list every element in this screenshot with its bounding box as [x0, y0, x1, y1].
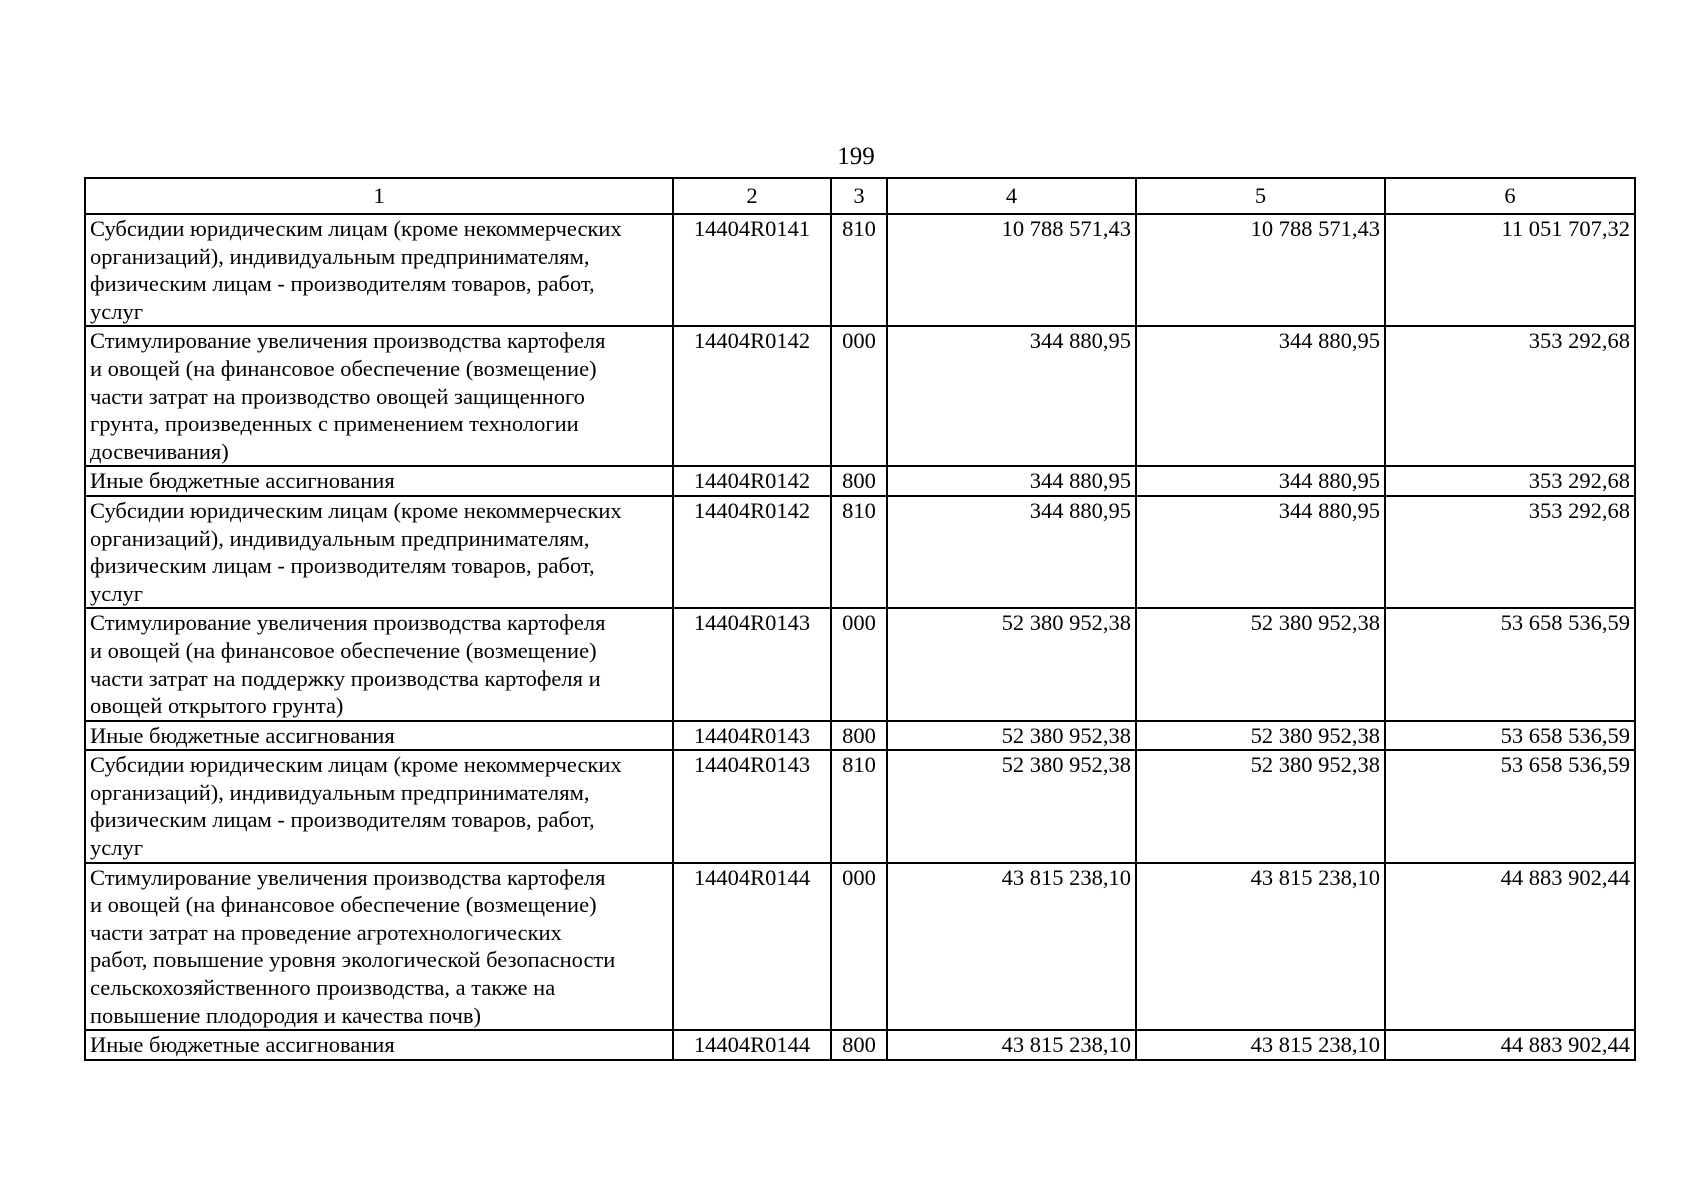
row-name: [85, 1030, 673, 1060]
row-amount-5: 43 815 238,10: [1136, 863, 1385, 1031]
row-name-line: организаций), индивидуальным предпринимателям,: [90, 525, 590, 551]
row-amount-5: 52 380 952,38: [1136, 608, 1385, 720]
row-amount-6: 44 883 902,44: [1385, 863, 1635, 1031]
row-name-line: овощей открытого грунта): [90, 693, 344, 719]
row-name-line: Субсидии юридическим лицам (кроме некоммерческих: [90, 216, 622, 241]
row-expense-type: 800: [831, 1030, 887, 1060]
row-code: 14404R0143: [673, 750, 831, 862]
row-name-line: организаций), индивидуальным предпринимателям,: [90, 243, 590, 269]
row-name: [85, 326, 673, 466]
row-amount-4: 43 815 238,10: [887, 863, 1136, 1031]
row-name: [85, 750, 673, 862]
row-code: 14404R0142: [673, 326, 831, 466]
row-expense-type: 810: [831, 750, 887, 862]
row-code: 14404R0144: [673, 863, 831, 1031]
row-name: [85, 466, 673, 496]
table-row: [85, 326, 1635, 466]
row-amount-5: 52 380 952,38: [1136, 721, 1385, 751]
header-cell-1: 1: [85, 178, 673, 214]
row-name-line: физическим лицам - производителям товаров, работ,: [90, 807, 595, 833]
header-cell-2: 2: [673, 178, 831, 214]
row-amount-5: 344 880,95: [1136, 496, 1385, 608]
row-name-line: части затрат на поддержку производства картофеля и: [90, 665, 601, 691]
row-expense-type: 000: [831, 608, 887, 720]
row-name-line: досвечивания): [90, 438, 229, 464]
row-name-line: физическим лицам - производителям товаров, работ,: [90, 271, 595, 297]
row-amount-4: 52 380 952,38: [887, 721, 1136, 751]
row-amount-6: 353 292,68: [1385, 326, 1635, 466]
budget-table: [84, 177, 1636, 1061]
row-name-line: Стимулирование увеличения производства картофеля: [90, 328, 606, 354]
row-code: 14404R0141: [673, 214, 831, 326]
row-name-line: Иные бюджетные ассигнования: [90, 468, 395, 494]
row-amount-6: 53 658 536,59: [1385, 608, 1635, 720]
row-amount-6: 44 883 902,44: [1385, 1030, 1635, 1060]
row-amount-5: 52 380 952,38: [1136, 750, 1385, 862]
table-row: [85, 721, 1635, 751]
row-name-line: Субсидии юридическим лицам (кроме некоммерческих: [90, 497, 622, 523]
row-expense-type: 800: [831, 466, 887, 496]
row-name: [85, 721, 673, 751]
row-code: 14404R0144: [673, 1030, 831, 1060]
table-row: [85, 608, 1635, 720]
row-name-line: сельскохозяйственного производства, а также на: [90, 975, 556, 1001]
row-name-line: услуг: [90, 580, 143, 606]
header-cell-6: 6: [1385, 178, 1635, 214]
row-code: 14404R0143: [673, 608, 831, 720]
row-name-line: Стимулирование увеличения производства картофеля: [90, 864, 606, 890]
row-amount-4: 43 815 238,10: [887, 1030, 1136, 1060]
row-code: 14404R0142: [673, 496, 831, 608]
row-name: [85, 496, 673, 608]
row-name: [85, 863, 673, 1031]
row-name-line: услуг: [90, 298, 143, 324]
row-name-line: Иные бюджетные ассигнования: [90, 722, 395, 748]
row-code: 14404R0143: [673, 721, 831, 751]
header-cell-4: 4: [887, 178, 1136, 214]
row-name-line: работ, повышение уровня экологической безопасности: [90, 947, 616, 973]
row-name: [85, 608, 673, 720]
table-row: [85, 466, 1635, 496]
table-row: [85, 214, 1635, 326]
row-amount-6: 353 292,68: [1385, 466, 1635, 496]
row-amount-4: 10 788 571,43: [887, 214, 1136, 326]
row-amount-4: 344 880,95: [887, 466, 1136, 496]
row-name-line: Стимулирование увеличения производства картофеля: [90, 610, 606, 636]
row-name: [85, 214, 673, 326]
row-expense-type: 000: [831, 326, 887, 466]
row-name-line: и овощей (на финансовое обеспечение (возмещение): [90, 892, 597, 918]
row-amount-6: 53 658 536,59: [1385, 721, 1635, 751]
table-body: [85, 214, 1635, 1060]
row-amount-6: 53 658 536,59: [1385, 750, 1635, 862]
row-name-line: части затрат на производство овощей защищенного: [90, 383, 585, 409]
row-name-line: повышение плодородия и качества почв): [90, 1002, 482, 1028]
row-name-line: Субсидии юридическим лицам (кроме некоммерческих: [90, 752, 622, 778]
row-expense-type: 810: [831, 496, 887, 608]
row-name-line: и овощей (на финансовое обеспечение (возмещение): [90, 637, 597, 663]
row-name-line: Иные бюджетные ассигнования: [90, 1032, 395, 1058]
row-amount-5: 10 788 571,43: [1136, 214, 1385, 326]
row-amount-5: 344 880,95: [1136, 466, 1385, 496]
row-amount-4: 52 380 952,38: [887, 608, 1136, 720]
row-name-line: услуг: [90, 835, 143, 861]
row-amount-6: 353 292,68: [1385, 496, 1635, 608]
row-name-line: организаций), индивидуальным предпринимателям,: [90, 779, 590, 805]
row-amount-5: 43 815 238,10: [1136, 1030, 1385, 1060]
row-name-line: части затрат на проведение агротехнологических: [90, 919, 562, 945]
table-row: [85, 863, 1635, 1031]
row-amount-4: 344 880,95: [887, 326, 1136, 466]
row-name-line: и овощей (на финансовое обеспечение (возмещение): [90, 355, 597, 381]
header-row: [85, 178, 1635, 214]
row-amount-4: 52 380 952,38: [887, 750, 1136, 862]
row-name-line: грунта, произведенных с применением технологии: [90, 411, 579, 437]
row-amount-6: 11 051 707,32: [1385, 214, 1635, 326]
row-code: 14404R0142: [673, 466, 831, 496]
row-amount-5: 344 880,95: [1136, 326, 1385, 466]
row-expense-type: 810: [831, 214, 887, 326]
row-name-line: физическим лицам - производителям товаров, работ,: [90, 553, 595, 579]
row-expense-type: 000: [831, 863, 887, 1031]
header-cell-3: 3: [831, 178, 887, 214]
table-row: [85, 750, 1635, 862]
row-amount-4: 344 880,95: [887, 496, 1136, 608]
row-expense-type: 800: [831, 721, 887, 751]
page-number: 199: [837, 143, 875, 170]
table-row: [85, 496, 1635, 608]
table-row: [85, 1030, 1635, 1060]
header-cell-5: 5: [1136, 178, 1385, 214]
